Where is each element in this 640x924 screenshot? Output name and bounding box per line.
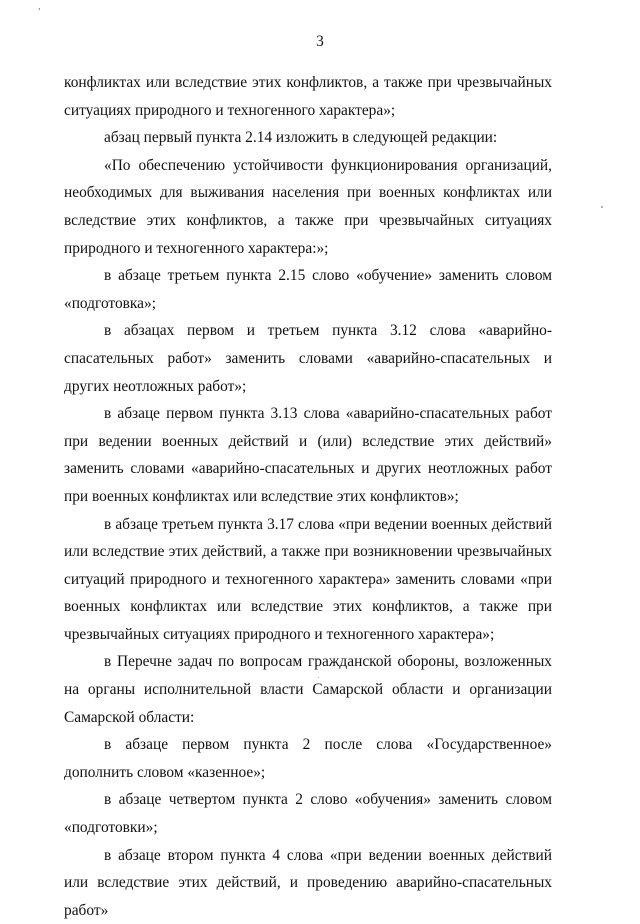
scan-artifact: , bbox=[38, 0, 41, 12]
paragraph: в абзаце первом пункта 2 после слова «Государственное» дополнить словом «казенное»; bbox=[64, 736, 552, 781]
paragraph: в абзацах первом и третьем пункта 3.12 слова «аварийно-спасательных работ» заменить словами «аварийно-спасательных и других неотложных работ»; bbox=[64, 322, 552, 395]
paragraph: в абзаце третьем пункта 2.15 слово «обучение» заменить словом «подготовка»; bbox=[64, 267, 552, 312]
paragraph: в абзаце втором пункта 4 слова «при ведении военных действий или вследствие этих действий, и проведению аварийно-спасательных работ» bbox=[64, 846, 552, 919]
paragraph: конфликтах или вследствие этих конфликтов, а также при чрезвычайных ситуациях природного и техногенного характера»; bbox=[64, 74, 552, 119]
paragraph: в Перечне задач по вопросам гражданской обороны, возложенных на органы исполнительной власти Самарской области и организации Самарской области: bbox=[64, 653, 552, 726]
paragraph: в абзаце четвертом пункта 2 слово «обучения» заменить словом «подготовки»; bbox=[64, 791, 552, 837]
scan-speck bbox=[601, 206, 603, 208]
paragraph: в абзаце третьем пункта 3.17 слова «при ведении военных действий или вследствие этих действий, а также при возникновении чрезвычайных ситуаций природного и техногенного характера» заменить словами «при военных конфликтах или вследствие этих конфликтов, а также при чрезвычайных ситуациях природного и техногенного характера»; bbox=[64, 515, 552, 643]
page-number: 3 bbox=[316, 33, 324, 50]
paragraph: абзац первый пункта 2.14 изложить в следующей редакции: bbox=[104, 129, 498, 147]
paragraph: в абзаце первом пункта 3.13 слова «аварийно-спасательных работ при ведении военных действий и (или) вследствие этих действий» заменить словами «аварийно-спасательных и других неотложных работ при военных конфликтах или вследствие этих конфликтов»; bbox=[64, 405, 552, 505]
paragraph: «По обеспечению устойчивости функционирования организаций, необходимых для выживания населения при военных конфликтах или вследствие этих конфликтов, а также при чрезвычайных ситуациях природного и техногенного характера:»; bbox=[64, 156, 552, 257]
document-body bbox=[64, 69, 552, 924]
